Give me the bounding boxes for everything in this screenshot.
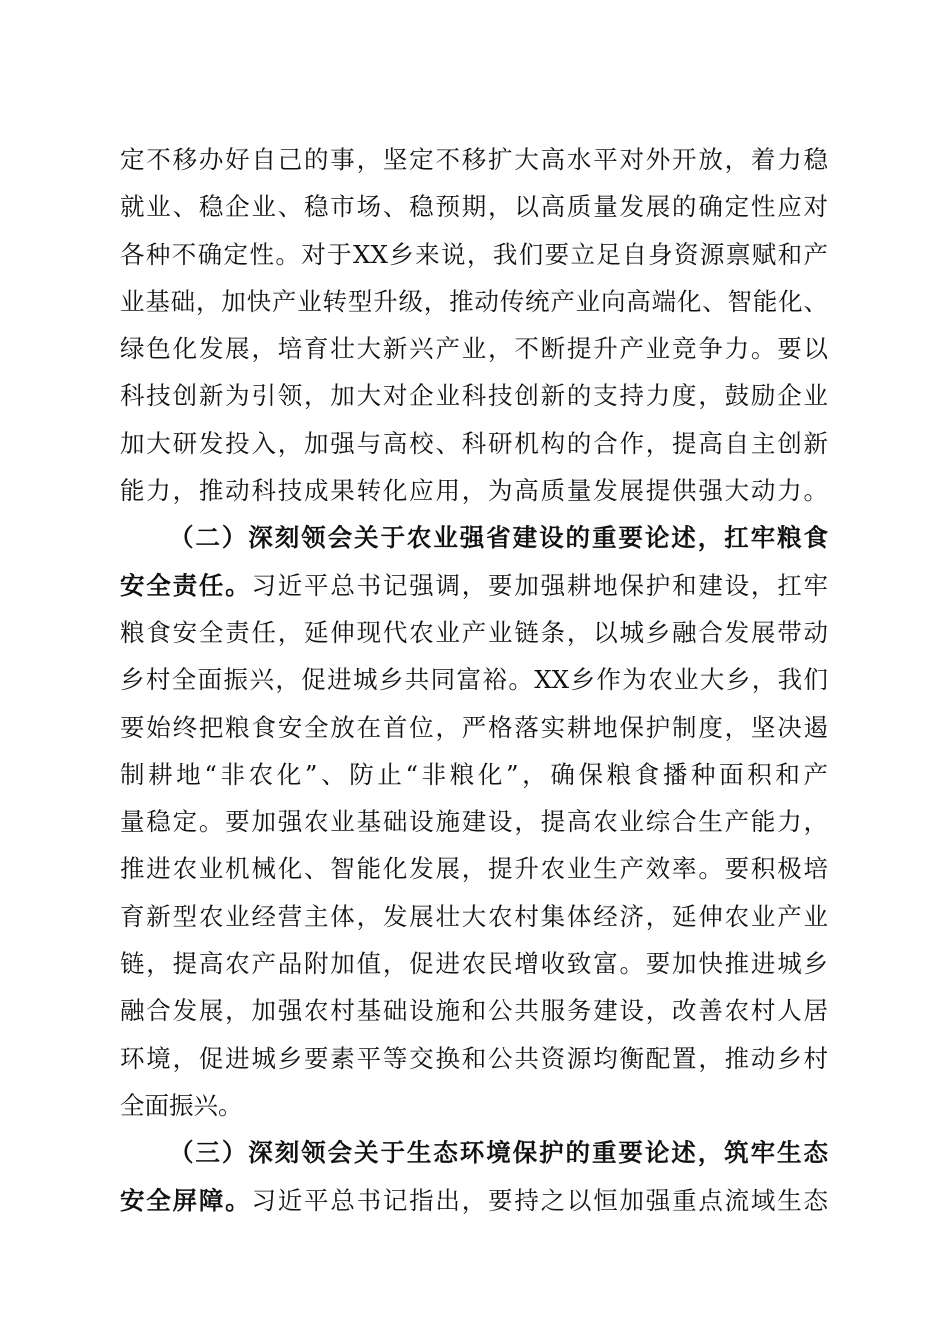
text-line: [120, 1177, 828, 1224]
section-heading: （三）深刻领会关于生态环境保护的重要论述，筑牢生态: [169, 1138, 828, 1168]
text-line: 量稳定。要加强农业基础设施建设，提高农业综合生产能力，: [120, 807, 828, 837]
text-line: 科技创新为引领，加大对企业科技创新的支持力度，鼓励企业: [120, 381, 828, 411]
text-line: 环境，促进城乡要素平等交换和公共资源均衡配置，推动乡村: [120, 1043, 828, 1073]
document-body: [120, 136, 828, 1224]
text-line: 定不移办好自己的事，坚定不移扩大高水平对外开放，着力稳: [120, 145, 828, 174]
paragraph-industry: [120, 136, 828, 514]
text-line: [120, 562, 828, 609]
text-line: 推进农业机械化、智能化发展，提升农业生产效率。要积极培: [120, 854, 828, 884]
text-line-last: 全面振兴。: [120, 1090, 243, 1120]
text-line: 融合发展，加强农村基础设施和公共服务建设，改善农村人居: [120, 996, 828, 1026]
text-line: 业基础，加快产业转型升级，推动传统产业向高端化、智能化、: [120, 286, 828, 316]
text-line: 制耕地“非农化”、防止“非粮化”，确保粮食播种面积和产: [120, 759, 828, 789]
text-line: 各种不确定性。对于XX乡来说，我们要立足自身资源禀赋和产: [120, 239, 828, 269]
text-line: 绿色化发展，培育壮大新兴产业，不断提升产业竞争力。要以: [120, 334, 828, 364]
section-heading-tail: 安全屏障。: [120, 1185, 252, 1215]
text-line: 就业、稳企业、稳市场、稳预期，以高质量发展的确定性应对: [120, 192, 828, 222]
section-heading: （二）深刻领会关于农业强省建设的重要论述，扛牢粮食: [169, 523, 828, 553]
text-line: 能力，推动科技成果转化应用，为高质量发展提供强大动力。: [120, 476, 828, 506]
text-line: 乡村全面振兴，促进城乡共同富裕。XX乡作为农业大乡，我们: [120, 665, 828, 695]
paragraph-ecology: [120, 1129, 828, 1224]
text-line: 加大研发投入，加强与高校、科研机构的合作，提高自主创新: [120, 428, 828, 458]
text-line: 链，提高农产品附加值，促进农民增收致富。要加快推进城乡: [120, 949, 828, 979]
section-heading-tail: 安全责任。: [120, 570, 252, 600]
text-line: 要始终把粮食安全放在首位，严格落实耕地保护制度，坚决遏: [120, 712, 828, 742]
text-line: 粮食安全责任，延伸现代农业产业链条，以城乡融合发展带动: [120, 617, 828, 647]
text-line: 育新型农业经营主体，发展壮大农村集体经济，延伸农业产业: [120, 901, 828, 931]
paragraph-agriculture: [120, 514, 828, 1129]
text-segment: 习近平总书记强调，要加强耕地保护和建设，扛牢: [251, 570, 829, 600]
text-segment: 习近平总书记指出，要持之以恒加强重点流域生态: [251, 1185, 829, 1215]
